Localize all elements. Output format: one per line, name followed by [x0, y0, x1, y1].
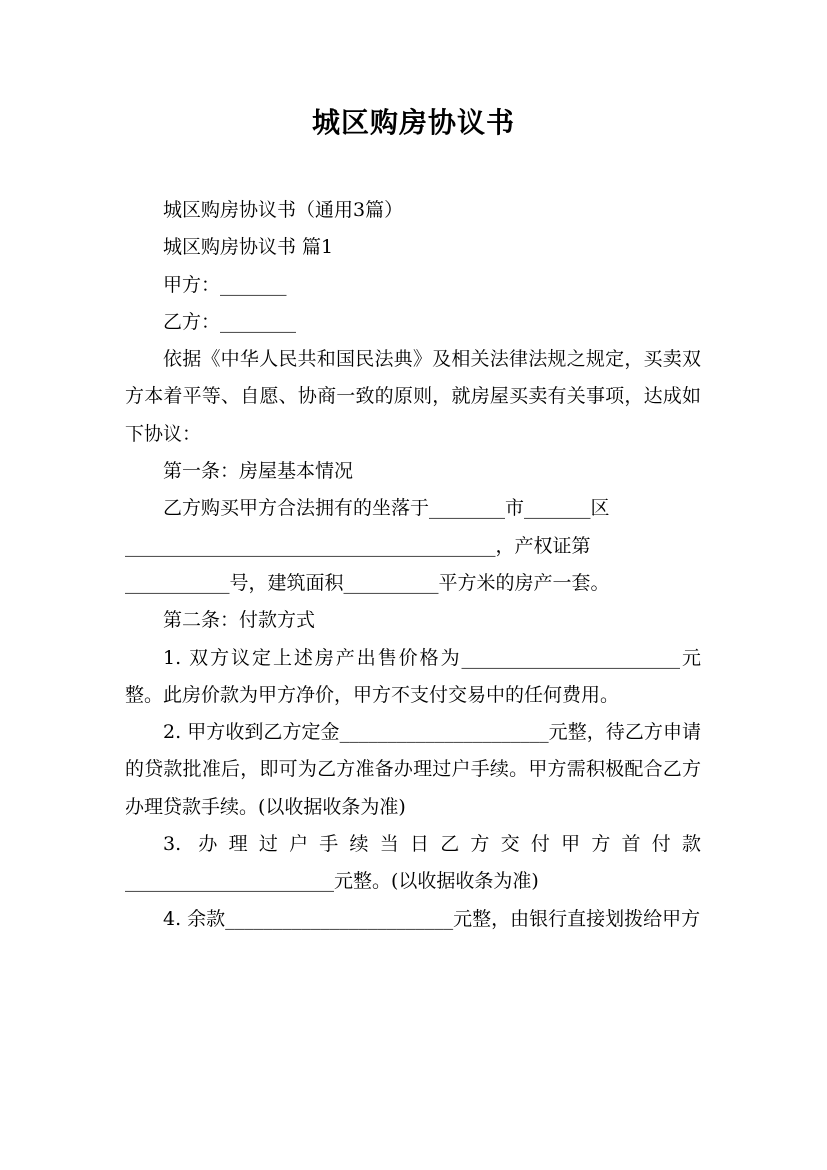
- payment-item-3: 3. 办理过户手续当日乙方交付甲方首付款______________________元整。(以收据收条为准): [125, 833, 701, 893]
- section-title: 城区购房协议书 篇1: [163, 236, 334, 259]
- party-a-blank: _______: [220, 273, 287, 296]
- subtitle: 城区购房协议书（通用3篇）: [163, 199, 404, 221]
- article1-line3: ___________号，建筑面积__________平方米的房产一套。: [125, 571, 610, 594]
- document-body: [125, 192, 701, 938]
- article1-line2: _______________________________________，产权证第: [125, 534, 591, 557]
- payment-item-4: 4. 余款________________________元整，由银行直接划拨给甲方: [163, 907, 701, 930]
- party-b-label: 乙方：: [163, 310, 221, 333]
- payment-item-2: 2. 甲方收到乙方定金______________________元整，待乙方申请的贷款批准后，即可为乙方准备办理过户手续。甲方需积极配合乙方办理贷款手续。(以收据收条为准): [125, 721, 701, 818]
- party-a-line: [125, 267, 701, 304]
- intro-paragraph: 依据《中华人民共和国民法典》及相关法律法规之规定，买卖双方本着平等、自愿、协商一致的原则，就房屋买卖有关事项，达成如下协议：: [125, 348, 701, 445]
- article1-title: 第一条：房屋基本情况: [163, 460, 354, 483]
- party-b-line: [125, 304, 701, 341]
- party-a-label: 甲方：: [163, 273, 221, 296]
- party-b-blank: ________: [220, 310, 297, 333]
- article2-title: 第二条：付款方式: [163, 609, 316, 632]
- article1-line1: 乙方购买甲方合法拥有的坐落于________市_______区: [163, 497, 610, 520]
- payment-item-1: 1. 双方议定上述房产出售价格为_______________________元整。此房价款为甲方净价，甲方不支付交易中的任何费用。: [125, 646, 701, 706]
- document-title: 城区购房协议书: [311, 106, 515, 139]
